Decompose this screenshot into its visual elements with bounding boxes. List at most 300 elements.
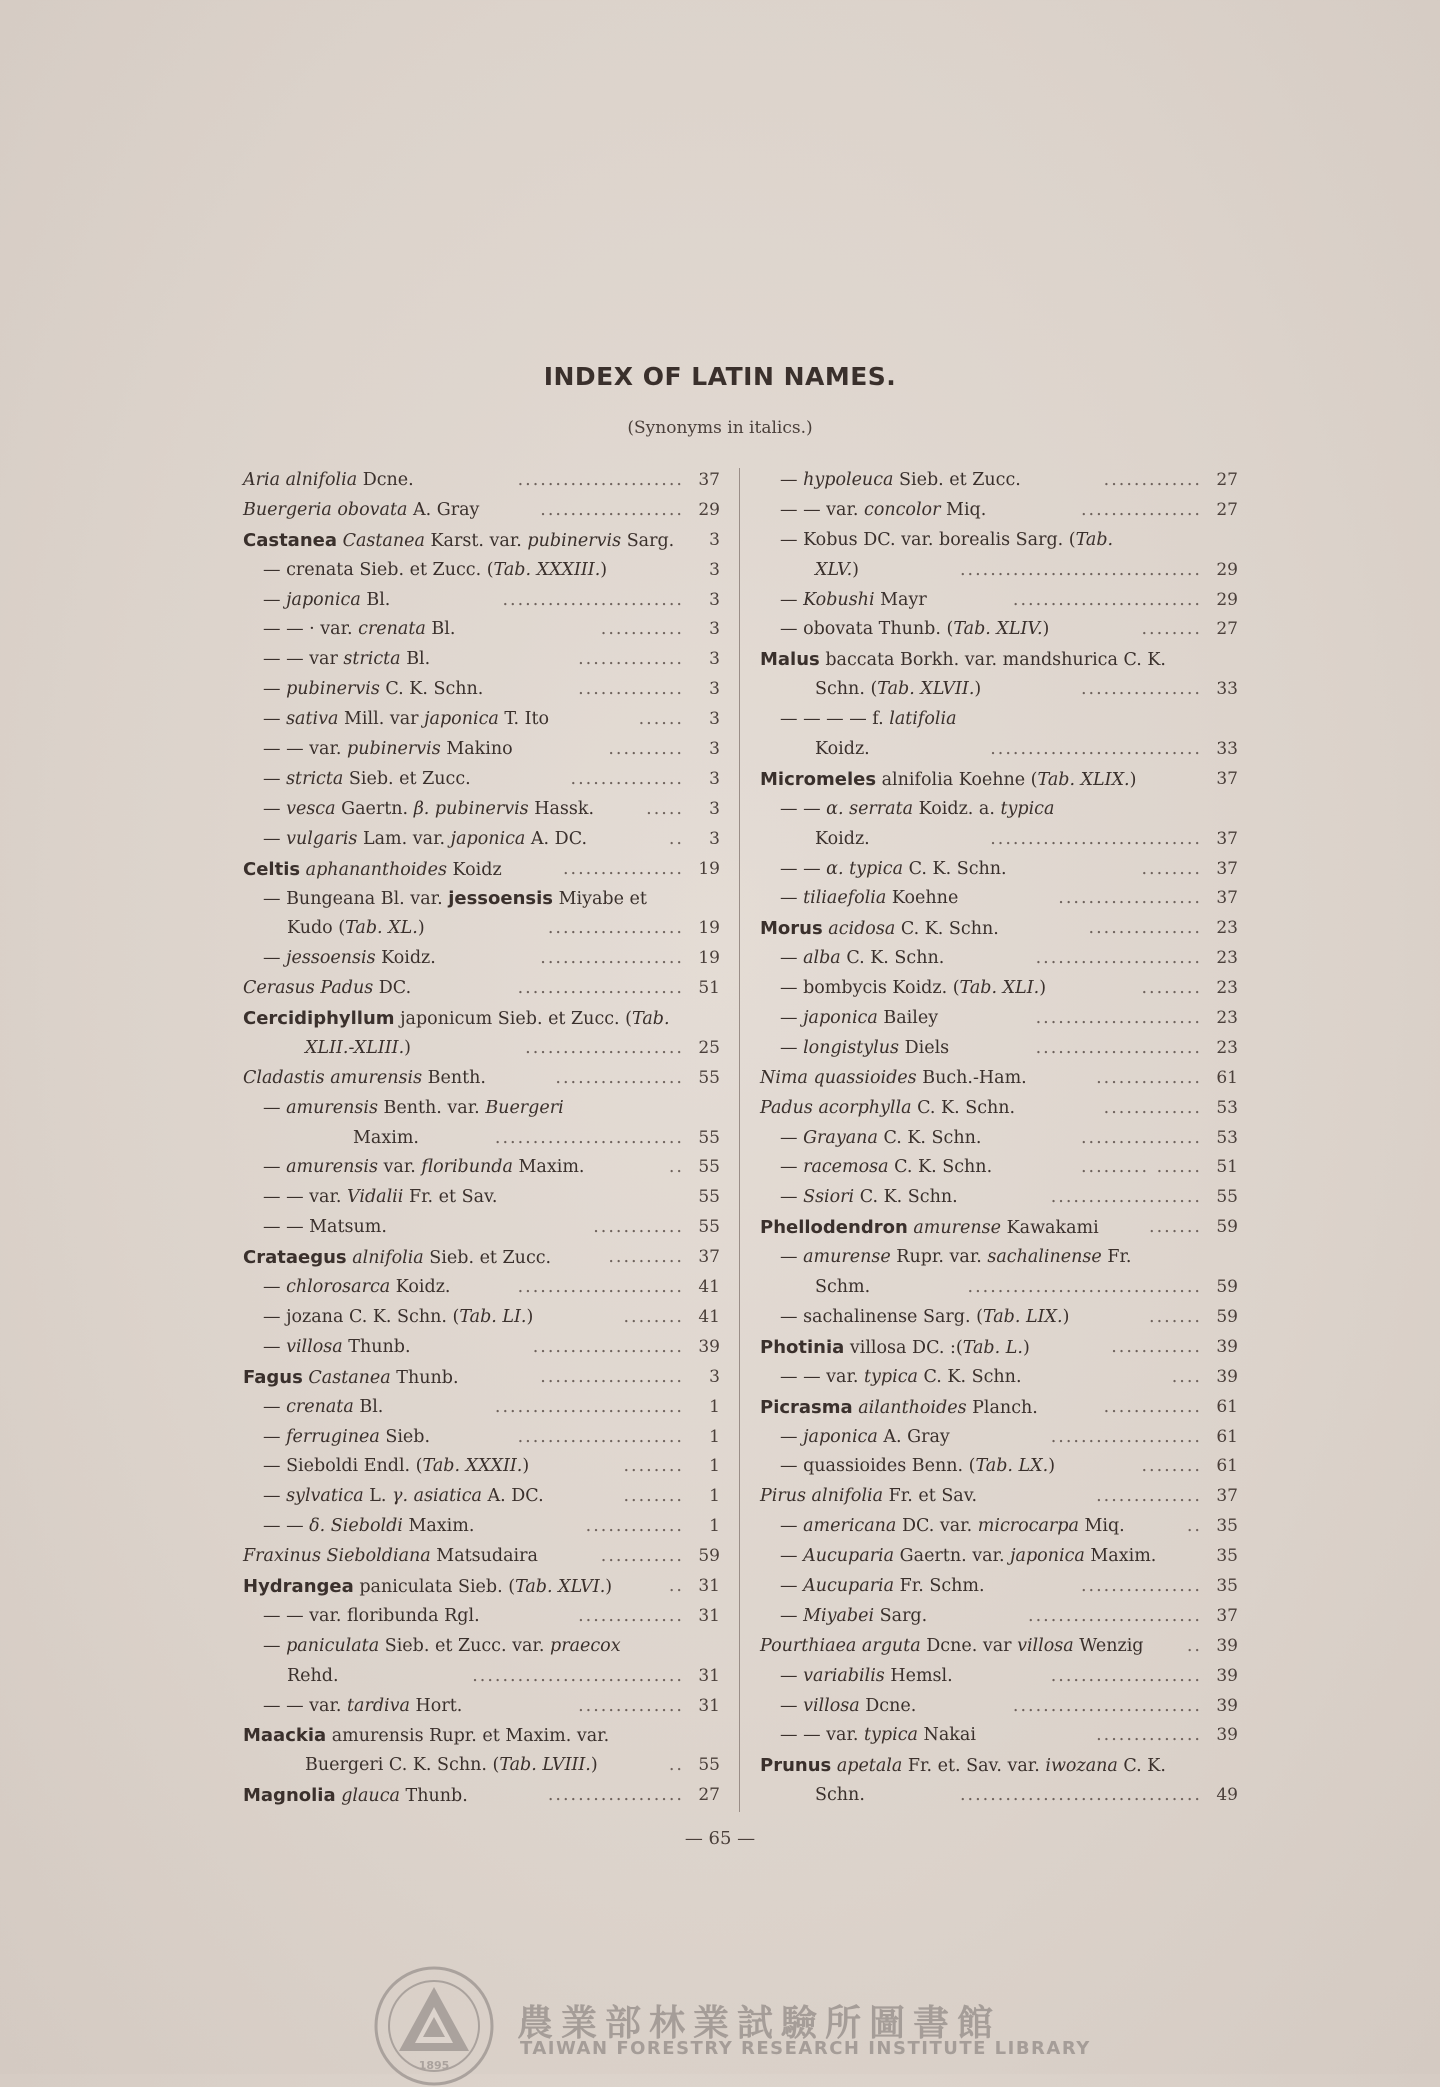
page-ref: 27: [698, 1785, 720, 1806]
entry-text: Mill. var: [338, 709, 425, 730]
page-ref: 23: [1216, 948, 1238, 969]
entry-text: —: [263, 1277, 287, 1298]
page-ref: 37: [1216, 858, 1238, 879]
entry-text: alnifolia Koehne (: [876, 769, 1038, 790]
leader-dots: .................: [555, 1067, 684, 1088]
index-entry: [243, 466, 720, 496]
entry-text: Tab. LIX.: [982, 1306, 1063, 1327]
page-ref: 39: [1216, 1366, 1238, 1387]
entry-text: glauca: [341, 1786, 400, 1807]
index-entry: [760, 1064, 1238, 1094]
genus-name: Micromeles: [760, 768, 877, 790]
page-ref: 1: [709, 1426, 720, 1447]
entry-text: —: [263, 798, 287, 819]
leader-dots: ........................: [502, 589, 684, 610]
genus-name: Prunus: [760, 1755, 832, 1777]
entry-text: Tab. XLIX.: [1037, 769, 1130, 790]
page-ref: 3: [709, 589, 720, 610]
page-ref: 61: [1216, 1426, 1238, 1447]
page-ref: 31: [698, 1665, 720, 1686]
entry-text: Wenzig: [1073, 1635, 1144, 1656]
entry-text: Kawakami: [1001, 1218, 1099, 1239]
entry-text: acidosa: [828, 919, 896, 940]
genus-name: Crataegus: [243, 1247, 347, 1269]
page-ref: 27: [1216, 499, 1238, 520]
page-ref: 3: [709, 679, 720, 700]
leader-dots: ..: [668, 1755, 684, 1776]
leader-dots: ...................: [540, 1366, 684, 1387]
entry-text: —: [780, 589, 804, 610]
entry-text: Cladastis amurensis: [243, 1067, 423, 1088]
entry-text: villosa: [286, 1336, 343, 1357]
index-entry: [243, 1094, 720, 1124]
leader-dots: ........: [623, 1456, 684, 1477]
genus-name: Malus: [760, 649, 820, 671]
entry-text: —: [263, 589, 287, 610]
entry-text: — — var.: [263, 739, 348, 760]
entry-text: —: [263, 768, 287, 789]
entry-text: floribunda: [421, 1157, 513, 1178]
entry-text: Benth.: [422, 1067, 486, 1088]
entry-text: C. K. Schn.: [903, 858, 1007, 879]
entry-text: Koidz. a.: [913, 798, 1001, 819]
page-ref: 33: [1216, 679, 1238, 700]
entry-text: Vidalii: [347, 1187, 404, 1208]
page-ref: 23: [1216, 918, 1238, 939]
entry-text: C. K. Schn.: [840, 948, 945, 969]
page-ref: 37: [1216, 1486, 1238, 1507]
page-ref: 33: [1216, 739, 1238, 760]
index-entry: [243, 1273, 720, 1303]
index-entry: [243, 586, 720, 616]
entry-text: —: [263, 828, 287, 849]
entry-text: Maxim.: [402, 1516, 475, 1537]
entry-text: ): [852, 559, 859, 580]
entry-text: A. DC.: [481, 1486, 544, 1507]
index-entry: [243, 1602, 720, 1632]
entry-text: Bl.: [400, 649, 431, 670]
entry-text: — jozana C. K. Schn. (: [263, 1306, 460, 1327]
leader-dots: ................: [562, 858, 684, 879]
entry-text: Pourthiaea arguta: [760, 1635, 921, 1656]
leader-dots: ....................: [1050, 1665, 1202, 1686]
page-ref: 59: [1216, 1306, 1238, 1327]
index-entry: [243, 675, 720, 705]
index-entry: [243, 1363, 720, 1393]
entry-text: Tab. LX.: [975, 1456, 1049, 1477]
leader-dots: ............................: [990, 828, 1202, 849]
leader-dots: ........: [1141, 978, 1202, 999]
entry-text: —: [263, 948, 287, 969]
index-entry: [760, 645, 1238, 675]
entry-text: — —: [263, 1516, 310, 1537]
page-ref: 59: [1216, 1217, 1238, 1238]
index-entry: [760, 1094, 1238, 1124]
entry-text: ): [526, 1306, 534, 1327]
entry-text: crenata: [358, 619, 426, 640]
leader-dots: ......... ......: [1080, 1157, 1202, 1178]
entry-text: XLII.-XLIII.: [305, 1037, 405, 1058]
index-entry: [760, 1751, 1238, 1781]
leader-dots: ................: [1080, 679, 1202, 700]
leader-dots: ................: [1080, 1575, 1202, 1596]
entry-text: japonica: [424, 709, 499, 730]
entry-text: — — var.: [780, 1725, 865, 1746]
leader-dots: ......................: [517, 1426, 684, 1447]
entry-text: Pirus alnifolia: [760, 1486, 884, 1507]
entry-text: — — var. floribunda Rgl.: [263, 1605, 480, 1626]
page-ref: 59: [1216, 1277, 1238, 1298]
index-entry: [243, 1213, 720, 1243]
leader-dots: ...........: [600, 1546, 684, 1567]
index-entry: [243, 1542, 720, 1572]
entry-text: — Bungeana Bl. var.: [263, 889, 449, 910]
page-ref: 29: [1216, 589, 1238, 610]
page-ref: 3: [709, 768, 720, 789]
leader-dots: ..............: [578, 1695, 684, 1716]
entry-text: Rehd.: [287, 1665, 339, 1686]
entry-text: Tab. XL.: [345, 918, 418, 939]
index-entry: [243, 1243, 720, 1273]
entry-text: Gaertn. var.: [894, 1546, 1011, 1567]
entry-text: Sieb. et Zucc.: [343, 768, 471, 789]
entry-text: longistylus: [803, 1037, 900, 1058]
entry-text: ): [974, 679, 982, 700]
index-entry: [760, 1153, 1238, 1183]
leader-dots: ............................: [472, 1665, 684, 1686]
entry-text: Makino: [440, 739, 513, 760]
index-entry: [760, 1333, 1238, 1363]
page-ref: 1: [709, 1486, 720, 1507]
leader-dots: ....................: [1050, 1187, 1202, 1208]
leader-dots: ............: [1111, 1336, 1202, 1357]
index-entry: [243, 765, 720, 795]
index-entry: [760, 855, 1238, 885]
entry-text: Koidz.: [815, 828, 870, 849]
leader-dots: ........: [623, 1306, 684, 1327]
entry-text: Karst. var.: [424, 530, 528, 551]
page-ref: 61: [1216, 1456, 1238, 1477]
entry-text: americana: [803, 1516, 897, 1537]
index-entry: [243, 974, 720, 1004]
entry-text: —: [263, 1486, 287, 1507]
page-ref: 39: [698, 1336, 720, 1357]
entry-text: Grayana: [803, 1127, 878, 1148]
entry-text: ): [417, 918, 425, 939]
index-entry: [760, 1004, 1238, 1034]
entry-text: iwozana: [1045, 1756, 1118, 1777]
genus-name: Fagus: [243, 1366, 303, 1388]
index-entry: [243, 1423, 720, 1453]
entry-text: sachalinense: [987, 1247, 1102, 1268]
index-entry: [760, 1482, 1238, 1512]
entry-text: γ. asiatica: [392, 1486, 482, 1507]
index-entry: [243, 1452, 720, 1482]
index-entry: [760, 615, 1238, 645]
entry-text: XLV.: [815, 559, 853, 580]
entry-text: Aucuparia: [803, 1575, 895, 1596]
entry-text: Bailey: [877, 1008, 939, 1029]
leader-dots: ...............: [570, 768, 684, 789]
entry-text: Miyabe et: [553, 889, 647, 910]
entry-text: stricta: [286, 768, 344, 789]
entry-text: Maxim.: [1084, 1546, 1157, 1567]
entry-text: villosa DC. :(: [844, 1337, 963, 1358]
index-entry: [243, 855, 720, 885]
page-ref: 31: [698, 1695, 720, 1716]
column-divider: [739, 468, 740, 1812]
entry-text: Padus acorphylla: [760, 1097, 912, 1118]
entry-text: vulgaris: [286, 828, 358, 849]
index-entry: [760, 1512, 1238, 1542]
entry-text: pubinervis: [527, 530, 622, 551]
entry-text: microcarpa: [977, 1516, 1079, 1537]
leader-dots: .......................: [1028, 1605, 1202, 1626]
leader-dots: ..: [668, 1575, 684, 1596]
index-entry: [243, 1662, 720, 1692]
entry-text: amurensis: [286, 1157, 378, 1178]
index-entry: [243, 944, 720, 974]
entry-text: Mayr: [874, 589, 927, 610]
entry-text: — —: [780, 798, 827, 819]
entry-text: —: [780, 1695, 804, 1716]
leader-dots: ..................: [547, 1785, 684, 1806]
entry-text: ): [590, 1755, 598, 1776]
entry-text: C. K. Schn.: [854, 1187, 958, 1208]
page-ref: 3: [709, 739, 720, 760]
index-entry: [243, 1004, 720, 1034]
entry-text: Matsudaira: [430, 1546, 538, 1567]
entry-text: Bl.: [425, 619, 456, 640]
index-entry: [760, 1632, 1238, 1662]
leader-dots: ................: [1080, 1127, 1202, 1148]
page-ref: 35: [1216, 1546, 1238, 1567]
leader-dots: ..............: [578, 679, 684, 700]
entry-text: —: [780, 1426, 804, 1447]
page-ref: 23: [1216, 1037, 1238, 1058]
entry-text: Hort.: [409, 1695, 463, 1716]
leader-dots: ........: [1141, 619, 1202, 640]
entry-text: ferruginea: [286, 1426, 380, 1447]
entry-text: japonicum Sieb. et Zucc. (: [394, 1009, 633, 1030]
leader-dots: ..: [1186, 1516, 1202, 1537]
index-entry: [243, 1751, 720, 1781]
index-entry: [760, 1572, 1238, 1602]
entry-text: Koidz.: [815, 739, 870, 760]
index-entry: [760, 1124, 1238, 1154]
entry-text: Castanea: [342, 530, 425, 551]
entry-text: — — var.: [780, 499, 865, 520]
index-entry: [243, 1781, 720, 1811]
entry-text: japonica: [803, 1008, 878, 1029]
index-entry: [243, 825, 720, 855]
leader-dots: ........: [1141, 1456, 1202, 1477]
entry-text: — Sieboldi Endl. (: [263, 1456, 423, 1477]
entry-text: — — · var.: [263, 619, 359, 640]
entry-text: —: [780, 1516, 804, 1537]
leader-dots: ................................: [959, 1785, 1202, 1806]
leader-dots: .......: [1149, 1217, 1202, 1238]
leader-dots: ...............: [1088, 918, 1202, 939]
entry-text: racemosa: [803, 1157, 889, 1178]
entry-text: Sieb.: [379, 1426, 431, 1447]
entry-text: ): [1062, 1306, 1070, 1327]
entry-text: —: [780, 1187, 804, 1208]
entry-text: vesca: [286, 798, 336, 819]
entry-text: Maxim.: [512, 1157, 585, 1178]
genus-name: Celtis: [243, 858, 301, 880]
entry-text: ): [1022, 1337, 1030, 1358]
entry-text: Tab.: [1075, 529, 1114, 550]
index-entry: [760, 735, 1238, 765]
entry-text: Schn. (: [815, 679, 878, 700]
genus-name: Phellodendron: [760, 1217, 908, 1239]
entry-text: Hassk.: [528, 798, 595, 819]
leader-dots: .............: [1103, 470, 1202, 490]
page-ref: 1: [709, 1516, 720, 1537]
index-entry: [760, 1692, 1238, 1722]
page-ref: 37: [1216, 828, 1238, 849]
entry-text: —: [263, 1426, 287, 1447]
page-ref: 53: [1216, 1097, 1238, 1118]
page-ref: 31: [698, 1575, 720, 1596]
index-entry: [760, 1452, 1238, 1482]
entry-text: — —: [780, 858, 827, 879]
index-entry: [760, 914, 1238, 944]
leader-dots: ......................: [1035, 948, 1202, 969]
page-ref: 3: [709, 1366, 720, 1387]
library-name-english: TAIWAN FORESTRY RESEARCH INSTITUTE LIBRARY: [520, 2038, 1091, 2059]
entry-text: Planch.: [966, 1397, 1038, 1418]
entry-text: Schm.: [815, 1277, 871, 1298]
index-entry: [760, 1273, 1238, 1303]
entry-text: — — var.: [263, 1187, 348, 1208]
entry-text: T. Ito: [498, 709, 550, 730]
index-entry: [760, 1662, 1238, 1692]
leader-dots: ................................: [959, 559, 1202, 580]
entry-text: — crenata Sieb. et Zucc. (: [263, 559, 494, 580]
genus-name: Maackia: [243, 1725, 327, 1747]
entry-text: C. K. Schn.: [917, 1366, 1022, 1387]
index-column-right: [760, 466, 1238, 1811]
page-ref: 55: [698, 1067, 720, 1088]
entry-text: ): [1129, 769, 1137, 790]
leader-dots: .....: [646, 798, 684, 819]
entry-text: Hemsl.: [884, 1665, 953, 1686]
entry-text: Nima quassioides: [760, 1067, 917, 1088]
entry-text: C. K. Schn.: [888, 1157, 993, 1178]
index-entry: [243, 645, 720, 675]
entry-text: Aria alnifolia: [243, 470, 358, 490]
leader-dots: .............: [585, 1516, 684, 1537]
entry-text: tardiva: [347, 1695, 410, 1716]
entry-text: Gaertn.: [335, 798, 414, 819]
page-ref: 3: [709, 529, 720, 550]
index-entry: [760, 1243, 1238, 1273]
entry-text: stricta: [343, 649, 401, 670]
leader-dots: .......: [1149, 1306, 1202, 1327]
entry-text: alba: [803, 948, 841, 969]
index-entry: [760, 1781, 1238, 1811]
entry-text: tiliaefolia: [803, 888, 887, 909]
page-ref: 51: [1216, 1157, 1238, 1178]
entry-text: alnifolia: [352, 1248, 424, 1269]
index-entry: [243, 1632, 720, 1662]
page-ref: 29: [1216, 559, 1238, 580]
page-ref: 39: [1216, 1665, 1238, 1686]
entry-text: Koidz.: [375, 948, 436, 969]
page-ref: 19: [698, 858, 720, 879]
entry-text: Miq.: [940, 499, 987, 520]
entry-text: δ. Sieboldi: [309, 1516, 403, 1537]
index-entry: [243, 914, 720, 944]
leader-dots: .............: [1103, 1396, 1202, 1417]
entry-text: Nakai: [917, 1725, 976, 1746]
page-ref: 3: [709, 828, 720, 849]
entry-text: Thunb.: [399, 1786, 468, 1807]
page-ref: 39: [1216, 1725, 1238, 1746]
entry-text: Dcne. var: [920, 1635, 1018, 1656]
page-ref: 3: [709, 709, 720, 730]
index-entry: [760, 1183, 1238, 1213]
entry-text: DC. var.: [896, 1516, 978, 1537]
index-entry: [760, 466, 1238, 496]
leader-dots: ............................: [990, 739, 1202, 760]
page-ref: 1: [709, 1456, 720, 1477]
entry-text: Lam. var.: [357, 828, 451, 849]
entry-text: pubinervis: [286, 679, 380, 700]
leader-dots: ........: [1141, 858, 1202, 879]
leader-dots: .........................: [1012, 589, 1202, 610]
page-ref: 3: [709, 649, 720, 670]
leader-dots: ...................: [540, 499, 684, 520]
entry-text: chlorosarca: [286, 1277, 391, 1298]
page-ref: 53: [1216, 1127, 1238, 1148]
leader-dots: ......................: [1035, 1008, 1202, 1029]
page-ref: 37: [698, 470, 720, 490]
page-ref: 25: [698, 1037, 720, 1058]
entry-text: —: [780, 1247, 804, 1268]
index-entry: [760, 526, 1238, 556]
entry-text: Tab.: [632, 1009, 670, 1030]
entry-text: typica: [1000, 798, 1055, 819]
page-ref: 61: [1216, 1067, 1238, 1088]
page-ref: 3: [709, 798, 720, 819]
entry-text: ): [1042, 619, 1050, 640]
page-ref: 51: [698, 978, 720, 999]
entry-text: japonica: [286, 589, 361, 610]
page-ref: 23: [1216, 978, 1238, 999]
entry-text: — quassioides Benn. (: [780, 1456, 976, 1477]
entry-text: Dcne.: [859, 1695, 917, 1716]
entry-text: Koidz: [446, 859, 502, 880]
entry-text: — bombycis Koidz. (: [780, 978, 960, 999]
entry-text: Schn.: [815, 1785, 865, 1806]
entry-text: Fr. et Sav.: [883, 1486, 978, 1507]
page-ref: 35: [1216, 1516, 1238, 1537]
entry-text: japonica: [1010, 1546, 1085, 1567]
entry-text: ): [1039, 978, 1047, 999]
index-entry: [760, 496, 1238, 526]
entry-text: α. typica: [826, 858, 904, 879]
entry-text: Kudo (: [287, 918, 346, 939]
index-entry: [243, 1721, 720, 1751]
entry-text: Cerasus Padus: [243, 978, 374, 999]
genus-name: Morus: [760, 918, 823, 940]
index-entry: [243, 1692, 720, 1722]
entry-text: C. K.: [1117, 1756, 1166, 1777]
entry-text: Dcne.: [357, 470, 414, 490]
